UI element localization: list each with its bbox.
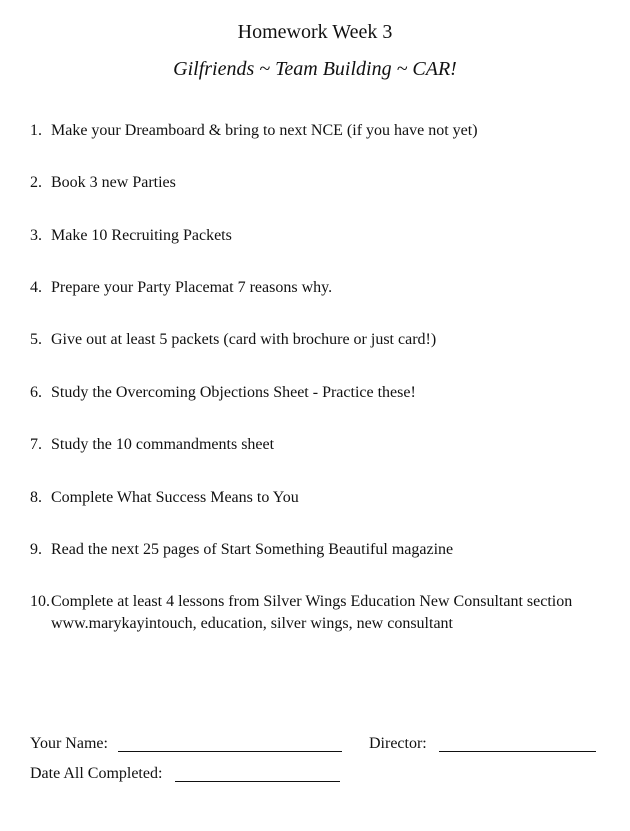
task-number: 7. — [30, 436, 42, 453]
task-number: 2. — [30, 174, 42, 191]
your-name-line — [118, 751, 342, 752]
task-number: 4. — [30, 279, 42, 296]
task-number: 5. — [30, 331, 42, 348]
task-item-5 — [30, 329, 610, 351]
task-item-1 — [30, 120, 610, 142]
task-text: Give out at least 5 packets (card with brochure or just card!) — [51, 331, 437, 348]
date-completed-label: Date All Completed: — [30, 765, 163, 782]
task-item-8 — [30, 487, 610, 509]
task-number: 6. — [30, 384, 42, 401]
task-text: Read the next 25 pages of Start Something Beautiful magazine — [51, 541, 454, 558]
task-subtext: www.marykayintouch, education, silver wings, new consultant — [51, 615, 453, 632]
task-item-2 — [30, 172, 610, 194]
date-completed-line — [175, 781, 340, 782]
task-number: 3. — [30, 227, 42, 244]
task-text: Book 3 new Parties — [51, 174, 176, 191]
task-item-6 — [30, 382, 610, 404]
task-item-9 — [30, 539, 610, 561]
director-label: Director: — [369, 735, 427, 752]
task-text: Complete What Success Means to You — [51, 489, 299, 506]
your-name-label: Your Name: — [30, 735, 108, 752]
task-number: 9. — [30, 541, 42, 558]
director-line — [439, 751, 596, 752]
task-number: 1. — [30, 122, 42, 139]
task-text: Complete at least 4 lessons from Silver Wings Education New Consultant section — [51, 593, 573, 610]
task-item-7 — [30, 434, 610, 456]
task-number: 10. — [30, 593, 50, 610]
task-text: Study the 10 commandments sheet — [51, 436, 275, 453]
task-item-3 — [30, 225, 610, 247]
task-text: Study the Overcoming Objections Sheet - Practice these! — [51, 384, 416, 401]
page-title: Homework Week 3 — [237, 21, 393, 43]
task-item-10 — [30, 591, 610, 635]
task-number: 8. — [30, 489, 42, 506]
task-text: Prepare your Party Placemat 7 reasons why. — [51, 279, 333, 296]
task-text: Make your Dreamboard & bring to next NCE (if you have not yet) — [51, 122, 478, 139]
task-item-4 — [30, 277, 610, 299]
task-text: Make 10 Recruiting Packets — [51, 227, 232, 244]
task-text-block — [51, 591, 610, 635]
page-subtitle: Gilfriends ~ Team Building ~ CAR! — [173, 58, 457, 80]
